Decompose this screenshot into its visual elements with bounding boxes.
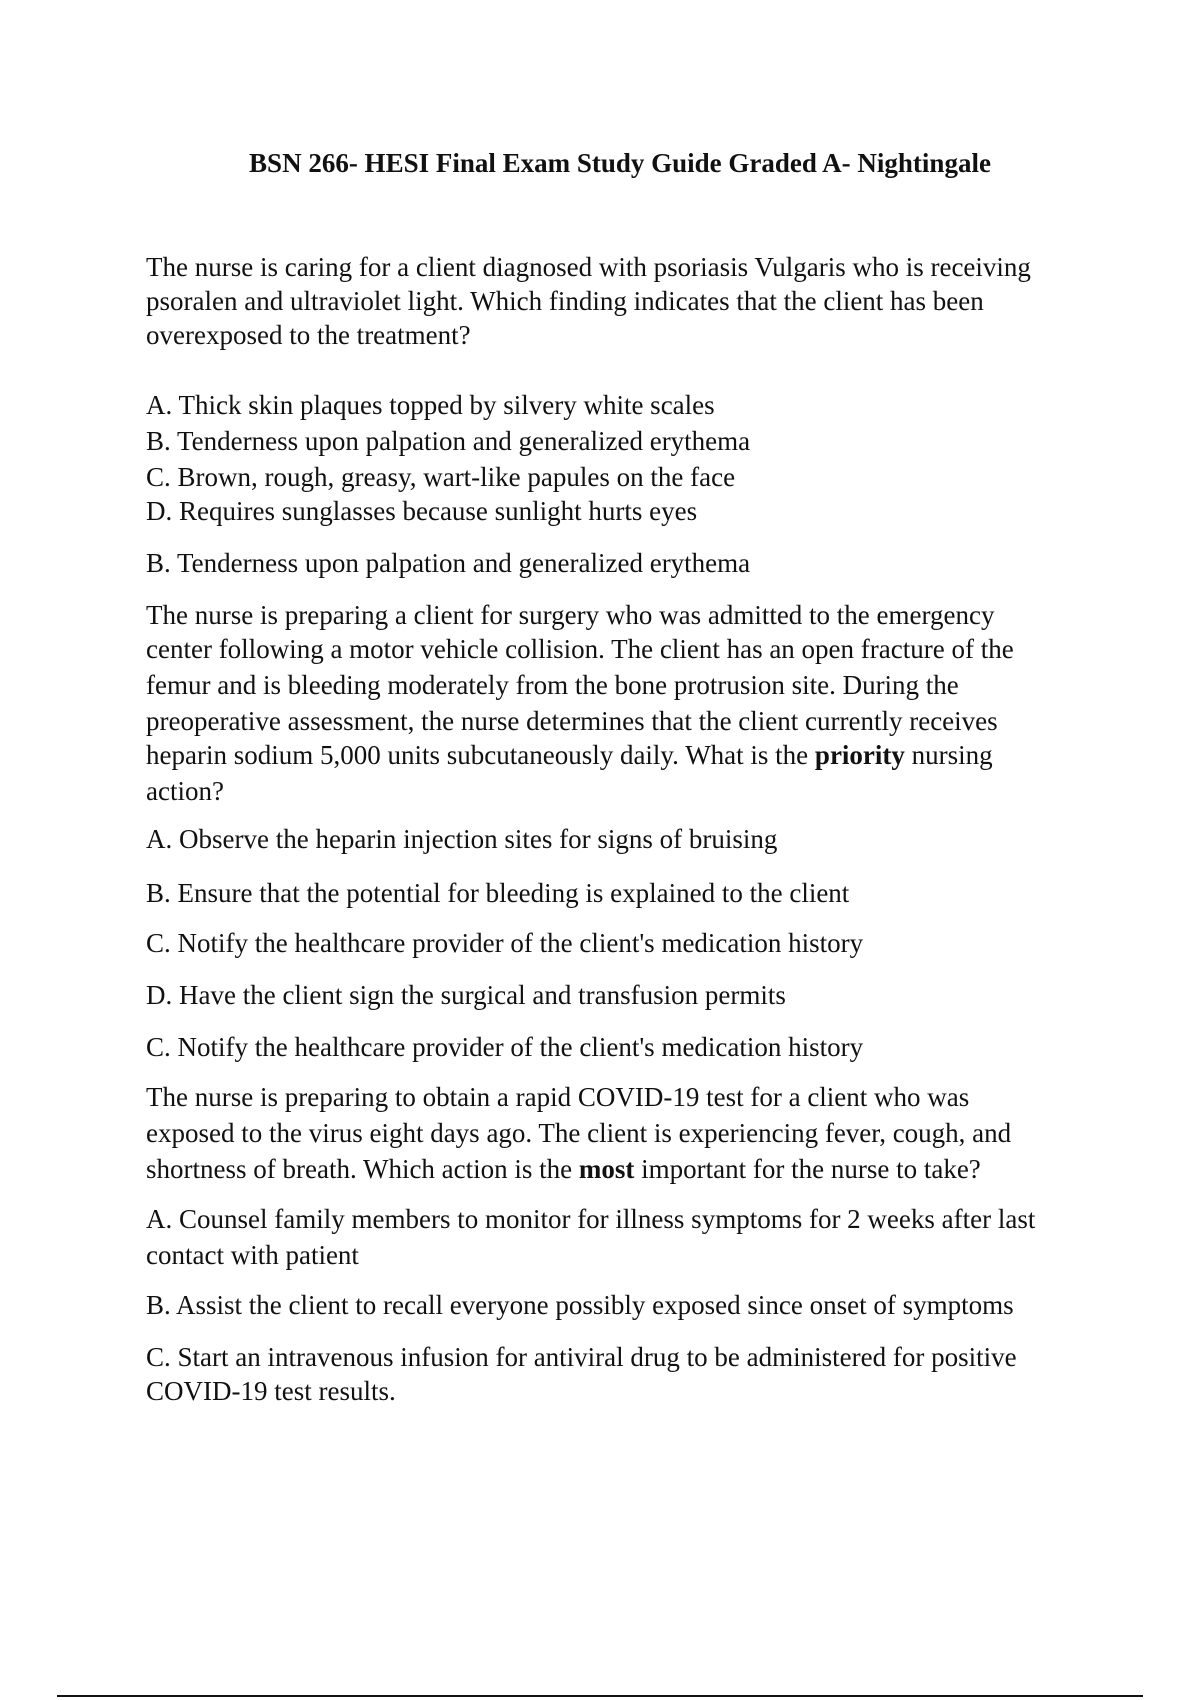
- q2-option-b: B. Ensure that the potential for bleeding is explained to the client: [146, 878, 850, 908]
- q2-option-d: D. Have the client sign the surgical and transfusion permits: [146, 980, 786, 1010]
- q1-stem-line-1: The nurse is caring for a client diagnosed with psoriasis Vulgaris who is receiving: [146, 252, 1031, 282]
- q3-option-a-line-1: A. Counsel family members to monitor for illness symptoms for 2 weeks after last: [146, 1204, 1036, 1234]
- q3-stem-line-3-post: important for the nurse to take?: [634, 1154, 981, 1184]
- q2-stem-line-3: femur and is bleeding moderately from the bone protrusion site. During the: [146, 670, 959, 700]
- q2-stem-line-6: action?: [146, 776, 224, 806]
- q3-option-b: B. Assist the client to recall everyone possibly exposed since onset of symptoms: [146, 1290, 1014, 1320]
- q3-stem-line-2: exposed to the virus eight days ago. The client is experiencing fever, cough, and: [146, 1118, 1012, 1148]
- q2-option-c: C. Notify the healthcare provider of the client's medication history: [146, 928, 864, 958]
- q3-stem-line-3-pre: shortness of breath. Which action is the: [146, 1154, 579, 1184]
- q1-answer: B. Tenderness upon palpation and generalized erythema: [146, 548, 751, 578]
- footer-rule: [57, 1695, 1143, 1697]
- q2-stem-line-5-post: nursing: [904, 740, 993, 770]
- q2-option-a: A. Observe the heparin injection sites for signs of bruising: [146, 824, 778, 854]
- q3-option-c-line-2: COVID-19 test results.: [146, 1376, 396, 1406]
- q3-option-a-line-2: contact with patient: [146, 1240, 359, 1270]
- q2-stem-line-5-pre: heparin sodium 5,000 units subcutaneously daily. What is the: [146, 740, 815, 770]
- q2-stem-line-1: The nurse is preparing a client for surgery who was admitted to the emergency: [146, 600, 995, 630]
- q2-priority-keyword: priority: [814, 740, 905, 770]
- q3-option-c-line-1: C. Start an intravenous infusion for antiviral drug to be administered for positive: [146, 1342, 1017, 1372]
- q2-stem-line-2: center following a motor vehicle collision. The client has an open fracture of the: [146, 634, 1014, 664]
- q2-stem-line-4: preoperative assessment, the nurse determines that the client currently receives: [146, 706, 998, 736]
- q2-stem-line-5: [146, 738, 993, 772]
- q1-option-d: D. Requires sunglasses because sunlight hurts eyes: [146, 496, 698, 526]
- q1-option-b: B. Tenderness upon palpation and generalized erythema: [146, 426, 751, 456]
- document-title: BSN 266- HESI Final Exam Study Guide Graded A- Nightingale: [249, 148, 991, 178]
- q1-stem-line-2: psoralen and ultraviolet light. Which finding indicates that the client has been: [146, 286, 984, 316]
- q3-stem-line-3: [146, 1152, 981, 1186]
- q2-answer: C. Notify the healthcare provider of the client's medication history: [146, 1032, 864, 1062]
- q1-option-a: A. Thick skin plaques topped by silvery white scales: [146, 390, 715, 420]
- q1-stem-line-3: overexposed to the treatment?: [146, 320, 471, 350]
- q3-stem-line-1: The nurse is preparing to obtain a rapid COVID-19 test for a client who was: [146, 1082, 970, 1112]
- q1-option-c: C. Brown, rough, greasy, wart-like papules on the face: [146, 462, 736, 492]
- q3-most-keyword: most: [578, 1154, 635, 1184]
